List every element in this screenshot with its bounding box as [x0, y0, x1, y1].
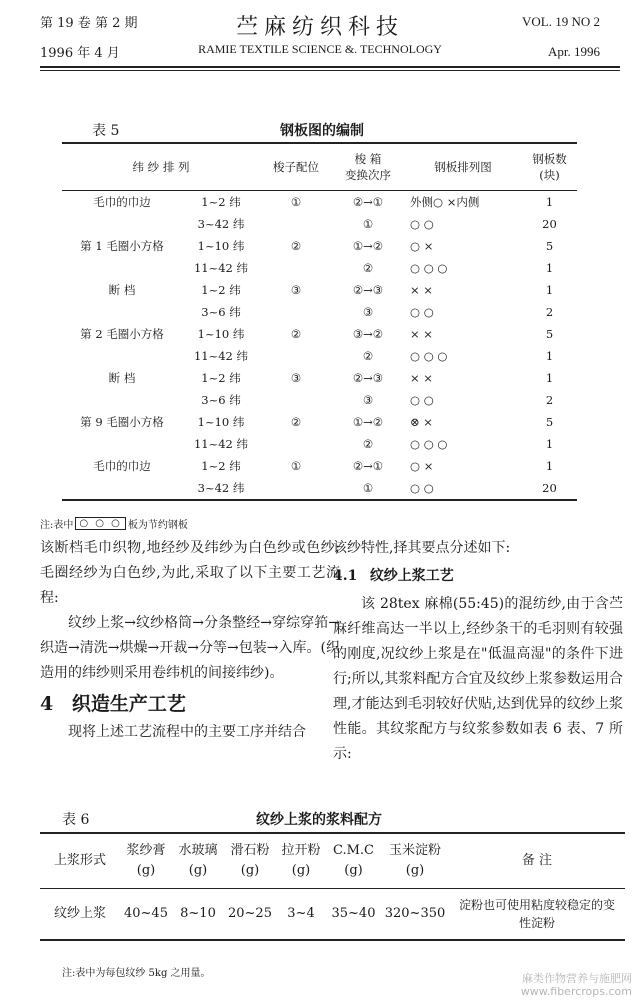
table5-cell-range: 1~10 纬	[197, 239, 245, 253]
table5-cell-count: 20	[522, 477, 577, 500]
table5-row	[62, 301, 577, 323]
table6-note: 注:表中为每包纹纱 5kg 之用量。	[62, 968, 211, 979]
table5-note-box: ○ ○ ○	[75, 517, 126, 530]
right-paragraph-1: 该纱特性,择其要点分述如下:	[333, 540, 511, 556]
table5-cell-range: 3~42 纬	[197, 217, 245, 231]
table5-cell-plate: ○ ○ ○	[410, 261, 448, 275]
table5-cell-plate: × ×	[410, 371, 433, 385]
table6-header-name: 玉米淀粉	[388, 843, 441, 858]
section-4-number: 4	[40, 693, 54, 715]
table5-cell-range: 3~6 纬	[201, 393, 241, 407]
page-header	[0, 8, 640, 68]
table6-header-cell	[224, 833, 276, 889]
table6-header-name: 水玻璃	[178, 843, 218, 858]
table5-row	[62, 279, 577, 301]
table5-cell-range: 1~10 纬	[197, 327, 245, 341]
table5-cell-count: 20	[542, 217, 557, 231]
table5-note-pre: 注:表中	[40, 520, 74, 531]
table5-cell-shuttle	[260, 301, 332, 323]
journal-title-en: RAMIE TEXTILE SCIENCE &. TECHNOLOGY	[198, 42, 442, 56]
table5-cell-box: ②	[362, 437, 374, 451]
table5-row	[62, 257, 577, 279]
volume-issue-cn: 第 19 卷 第 2 期	[40, 16, 138, 31]
table6-cell: 8~10	[172, 889, 224, 941]
table6-header-name: 滑石粉	[230, 843, 270, 858]
table5-cell-box: ①→②	[352, 415, 384, 429]
table5-cell-box: ②	[362, 349, 374, 363]
table5-cell-plate: ○ ×	[410, 459, 434, 473]
table5-cell-range: 3~6 纬	[201, 305, 241, 319]
table5-header-count-line1: 钢板数	[532, 152, 567, 166]
table5-cell-plate: ○ ○ ○	[410, 437, 448, 451]
table5-row	[62, 477, 577, 500]
table5-cell-range: 11~42 纬	[193, 349, 249, 363]
table5-cell-box: ③	[362, 305, 374, 319]
table5-cell-shuttle	[260, 257, 332, 279]
table6-cell: 3~4	[276, 889, 326, 941]
table5-cell-count: 2	[545, 393, 554, 407]
table6-cell: 35~40	[326, 889, 381, 941]
table5-cell-section: 第 1 毛圈小方格	[80, 239, 164, 253]
table5-cell-range: 1~2 纬	[201, 283, 241, 297]
table6-header-cell	[449, 833, 625, 889]
table6-header-name: 上浆形式	[53, 853, 106, 868]
table5-cell-plate: 外侧○ ×内侧	[410, 195, 480, 209]
table5-cell-section	[62, 301, 182, 323]
table5-cell-shuttle	[260, 389, 332, 411]
table5-cell-range: 1~2 纬	[201, 371, 241, 385]
table5-cell-shuttle: ③	[290, 371, 302, 385]
table5-cell-count: 2	[545, 305, 554, 319]
table5-header-box-line1: 梭 箱	[354, 152, 382, 166]
table5-header-count	[522, 143, 577, 191]
date-en: Apr. 1996	[548, 44, 600, 59]
table5-row	[62, 191, 577, 214]
table5-header-box-line2: 变换次序	[345, 168, 391, 182]
table5-cell-box: ③→②	[352, 327, 384, 341]
section-4-heading	[40, 690, 340, 718]
table5-cell-section: 毛巾的巾边	[93, 459, 151, 473]
table5-header-shuttle: 梭子配位	[260, 143, 332, 191]
table5-cell-plate: ○ ○	[410, 393, 434, 407]
table5-cell-box: ②→③	[352, 283, 384, 297]
table5-title: 钢板图的编制	[280, 123, 364, 139]
table5-cell-section	[62, 389, 182, 411]
table6-header-unit: (g)	[240, 863, 260, 878]
table5-cell-plate: × ×	[410, 283, 433, 297]
table5	[62, 142, 577, 501]
table5-cell-count: 1	[545, 371, 554, 385]
right-paragraph-2: 该 28tex 麻棉(55:45)的混纺纱,由于含苎麻纤维高达一半以上,经纱条干的毛羽则有较强的刚度,况纹纱上浆是在"低温高湿"的条件下进行;所以,其浆料配方合宜及纹纱上浆参数运用合理,才能达到毛羽较好伏贴,达到优异的纹纱上浆性能。其纹浆配方与纹浆参数如表 6 表、7 所示:	[333, 596, 623, 762]
table6-header-unit: (g)	[188, 863, 208, 878]
table5-cell-shuttle: ①	[290, 195, 302, 209]
table6-header-cell	[381, 833, 449, 889]
table5-cell-box: ①	[332, 477, 404, 500]
table6-header-cell	[120, 833, 172, 889]
table5-cell-plate: ○ ○	[410, 217, 434, 231]
table5-row	[62, 235, 577, 257]
table6-row	[40, 889, 625, 941]
table5-cell-range: 11~42 纬	[193, 261, 249, 275]
table5-cell-shuttle	[260, 213, 332, 235]
table5-cell-section	[62, 345, 182, 367]
table5-note	[40, 516, 188, 531]
table5-cell-range: 1~2 纬	[201, 459, 241, 473]
journal-title-cn: 苎麻纺织科技	[235, 15, 404, 40]
table6-cell: 淀粉也可使用粘度较稳定的变性淀粉	[449, 889, 625, 941]
table5-cell-shuttle: ①	[290, 459, 302, 473]
table5-cell-count: 1	[545, 195, 554, 209]
table6-header-cell	[40, 833, 120, 889]
table5-cell-box: ①→②	[352, 239, 384, 253]
date-cn: 1996 年 4 月	[40, 46, 120, 61]
table5-header-count-line2: (块)	[539, 168, 560, 182]
table5-cell-section: 第 2 毛圈小方格	[80, 327, 164, 341]
watermark-line2: www.fibercrops.com	[520, 985, 632, 998]
section-4-title: 织造生产工艺	[71, 693, 186, 715]
table5-row	[62, 213, 577, 235]
table5-row	[62, 455, 577, 477]
table5-cell-count: 5	[545, 239, 554, 253]
table5-row	[62, 367, 577, 389]
table5-cell-plate: ⊗ ×	[410, 415, 433, 429]
table5-cell-box: ②	[362, 261, 374, 275]
table5-caption: 表 5	[92, 123, 120, 139]
table5-cell-shuttle	[260, 433, 332, 455]
table6-caption: 表 6	[62, 812, 90, 828]
table5-cell-section	[62, 213, 182, 235]
table5-cell-range: 11~42 纬	[193, 437, 249, 451]
table6-header-cell	[172, 833, 224, 889]
table5-cell-box: ②→③	[352, 371, 384, 385]
table5-cell-section: 断 档	[108, 283, 136, 297]
table6-header-unit: (g)	[136, 863, 156, 878]
table6-cell: 20~25	[224, 889, 276, 941]
table5-cell-shuttle	[260, 477, 332, 500]
left-column	[40, 536, 340, 745]
table5-cell-plate: ○ ○ ○	[410, 349, 448, 363]
header-rule-top	[40, 66, 620, 68]
table5-cell-count: 1	[545, 283, 554, 297]
table5-row	[62, 389, 577, 411]
table5-cell-count: 5	[545, 327, 554, 341]
subsection-4-1-heading	[333, 564, 623, 589]
table5-cell-box: ②→①	[352, 195, 384, 209]
table5-cell-shuttle: ②	[290, 415, 302, 429]
table6-header-unit: (g)	[344, 863, 363, 878]
left-paragraph-3: 现将上述工艺流程中的主要工序并结合	[68, 724, 306, 740]
subsection-4-1-title: 纹纱上浆工艺	[369, 568, 454, 584]
watermark-line1: 麻类作物营养与施肥网	[522, 972, 632, 985]
table6-header-unit: (g)	[291, 863, 311, 878]
table6-cell: 纹纱上浆	[40, 889, 120, 941]
table6-header-cell	[276, 833, 326, 889]
table6-cell: 40~45	[120, 889, 172, 941]
table5-cell-section: 第 9 毛圈小方格	[80, 415, 164, 429]
table6-cell: 320~350	[381, 889, 449, 941]
table5-row	[62, 433, 577, 455]
watermark	[521, 972, 632, 998]
table5-cell-plate: × ×	[410, 327, 433, 341]
table5-cell-section	[62, 433, 182, 455]
table5-header-box	[332, 143, 404, 191]
table5-cell-range: 1~10 纬	[197, 415, 245, 429]
table6-title: 纹纱上浆的浆料配方	[256, 812, 382, 828]
right-column	[333, 536, 623, 767]
table5-header-weft: 纬 纱 排 列	[62, 143, 260, 191]
table5-cell-count: 1	[545, 459, 554, 473]
left-paragraph-1: 该断档毛巾织物,地经纱及纬纱为白色纱或色纱;毛圈经纱为白色纱,为此,采取了以下主要工艺流程:	[40, 540, 340, 606]
table6-header-name: 浆纱膏	[126, 843, 166, 858]
table5-cell-range: 1~2 纬	[201, 195, 241, 209]
table5-row	[62, 323, 577, 345]
table5-cell-plate: ○ ×	[410, 239, 434, 253]
table5-cell-count: 5	[545, 415, 554, 429]
table5-cell-count: 1	[545, 349, 554, 363]
table5-cell-count: 1	[545, 261, 554, 275]
table5-cell-shuttle: ②	[290, 327, 302, 341]
table5-row	[62, 411, 577, 433]
table5-cell-shuttle: ③	[290, 283, 302, 297]
table6-header-name: C.M.C	[332, 843, 374, 858]
left-paragraph-2: 纹纱上浆→纹纱格筒→分条整经→穿综穿筘→织造→清洗→烘燥→开裁→分等→包装→入库。(织造用的纬纱则采用卷纬机的间接纬纱)。	[40, 615, 340, 681]
table5-cell-plate: ○ ○	[410, 305, 434, 319]
table5-cell-section	[62, 477, 182, 500]
table5-cell-range: 3~42 纬	[182, 477, 260, 500]
header-rule-bottom	[40, 70, 620, 71]
table5-header-row	[62, 143, 577, 191]
table5-note-post: 板为节约钢板	[127, 520, 188, 531]
table6-header-cell	[326, 833, 381, 889]
table5-cell-section: 断 档	[108, 371, 136, 385]
table5-cell-shuttle: ②	[290, 239, 302, 253]
table6-header-row	[40, 833, 625, 889]
table6-header-unit: (g)	[405, 863, 425, 878]
table5-header-plate: 钢板排列图	[404, 143, 522, 191]
table5-cell-shuttle	[260, 345, 332, 367]
subsection-4-1-number: 4.1	[333, 568, 358, 584]
table5-cell-section	[62, 257, 182, 279]
table5-cell-box: ①	[362, 217, 374, 231]
table6	[40, 832, 625, 941]
table5-cell-plate: ○ ○	[404, 477, 522, 500]
volume-issue-en: VOL. 19 NO 2	[522, 14, 600, 29]
table6-header-name: 拉开粉	[281, 843, 321, 858]
table5-cell-count: 1	[545, 437, 554, 451]
table5-cell-box: ②→①	[352, 459, 384, 473]
table6-header-name: 备 注	[521, 853, 553, 868]
table5-cell-section: 毛巾的巾边	[93, 195, 151, 209]
table5-row	[62, 345, 577, 367]
table5-cell-box: ③	[362, 393, 374, 407]
